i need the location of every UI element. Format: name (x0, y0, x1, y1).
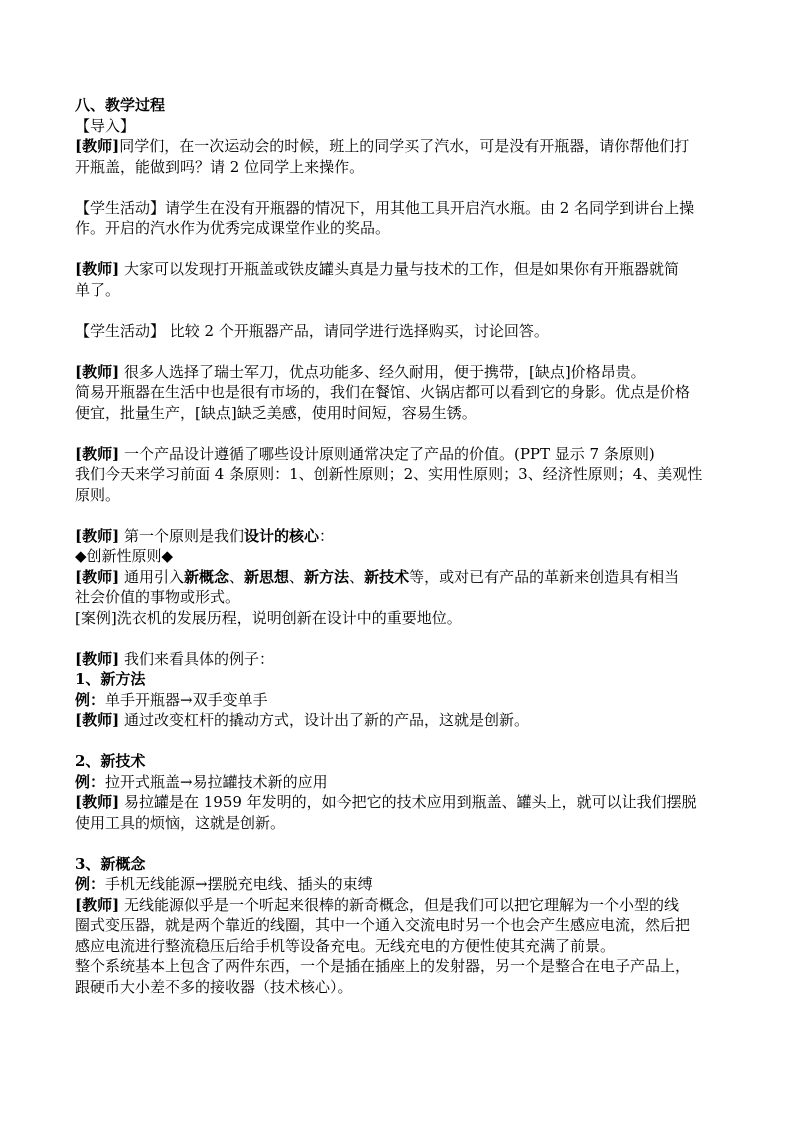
paragraph-text: 跟硬币大小差不多的接收器（技术核心）。 (75, 977, 353, 996)
paragraph-text: 通用引入 (119, 567, 184, 586)
example-text: 单手开瓶器→双手变单手 (105, 690, 268, 709)
paragraph-text: 我们来看具体的例子： (119, 649, 274, 668)
teacher-label: [教师] (75, 444, 120, 463)
example-new-method (75, 669, 725, 731)
emphasis-text: 设计的核心 (243, 526, 319, 545)
example-text: 拉开式瓶盖→易拉罐技术新的应用 (105, 772, 328, 791)
student-activity-label: 【学生活动】 (75, 198, 166, 217)
paragraph-text: 通过改变杠杆的撬动方式，设计出了新的产品，这就是创新。 (119, 711, 529, 729)
paragraph-text: 一个产品设计遵循了哪些设计原则通常决定了产品的价值。(PPT 显示 7 条原则) (119, 444, 655, 463)
paragraph-text: 同学们，在一次运动会的时候，班上的同学买了汽水，可是没有开瓶器，请你帮他们打 (119, 137, 690, 155)
teacher-label: [教师] (75, 793, 120, 811)
paragraph-text: 很多人选择了瑞士军刀，优点功能多、经久耐用，便于携带，[缺点]价格昂贵。 (119, 362, 646, 381)
example-label: 例： (75, 690, 106, 709)
paragraph-text: 我们今天来学习前面 4 条原则：1、创新性原则；2、实用性原则；3、经济性原则；4、美观性 (75, 465, 703, 483)
paragraph-text: 第一个原则是我们 (119, 526, 244, 545)
example-title: 3、新概念 (75, 854, 146, 873)
paragraph-text: 等，或对已有产品的革新来创造具有相当 (409, 567, 680, 586)
paragraph-teacher-examples (75, 649, 725, 670)
example-new-technology (75, 751, 725, 833)
paragraph-teacher-2 (75, 259, 725, 300)
paragraph-text: 整个系统基本上包含了两件东西，一个是插在插座上的发射器，另一个是整合在电子产品上， (75, 957, 691, 975)
example-text: 手机无线能源→摆脱充电线、插头的束缚 (105, 875, 373, 893)
example-title: 2、新技术 (75, 752, 146, 770)
principle-heading: ◆创新性原则◆ (75, 547, 174, 565)
teacher-label: [教师] (75, 362, 120, 381)
paragraph-text: 原则。 (75, 485, 121, 504)
paragraph-text: 圈式变压器，就是两个靠近的线圈，其中一个通入交流电时另一个也会产生感应电流，然后把 (75, 916, 691, 934)
document-body (75, 95, 725, 997)
teacher-label: [教师] (75, 260, 120, 278)
paragraph-student-activity-2 (75, 321, 725, 342)
paragraph-text: 简易开瓶器在生活中也是很有市场的，我们在餐馆、火锅店都可以看到它的身影。优点是价格 (75, 383, 691, 401)
paragraph-text: ： (319, 526, 335, 545)
paragraph-text: 开瓶盖，能做到吗？请 2 位同学上来操作。 (75, 157, 365, 176)
keyword: 新技术 (364, 567, 410, 586)
paragraph-text: 比较 2 个开瓶器产品，请同学进行选择购买，讨论回答。 (165, 321, 549, 340)
paragraph-teacher-3 (75, 362, 725, 424)
teacher-label: [教师] (75, 567, 120, 586)
student-activity-label: 【学生活动】 (75, 321, 166, 340)
example-label: 例： (75, 875, 106, 893)
paragraph-text: 大家可以发现打开瓶盖或铁皮罐头真是力量与技术的工作，但是如果你有开瓶器就简 (119, 260, 679, 278)
paragraph-teacher-4 (75, 444, 725, 506)
paragraph-text: 无线能源似乎是一个听起来很棒的新奇概念，但是我们可以把它理解为一个小型的线 (119, 895, 679, 914)
teacher-label: [教师] (75, 895, 120, 914)
paragraph-student-activity-1 (75, 198, 725, 239)
separator: 、 (289, 567, 305, 586)
keyword: 新概念 (183, 567, 229, 586)
teacher-label: [教师] (75, 526, 120, 545)
paragraph-text: 感应电流进行整流稳压后给手机等设备充电。无线充电的方便性使其充满了前景。 (75, 936, 616, 955)
paragraph-text: 使用工具的烦恼，这就是创新。 (75, 813, 286, 832)
paragraph-text: 易拉罐是在 1959 年发明的，如今把它的技术应用到瓶盖、罐头上，就可以让我们摆脱 (119, 793, 697, 811)
teacher-label: [教师] (75, 137, 120, 155)
intro-tag: 【导入】 (75, 116, 136, 135)
teacher-label: [教师] (75, 649, 120, 668)
paragraph-text: 请学生在没有开瓶器的情况下，用其他工具开启汽水瓶。由 2 名同学到讲台上操 (165, 198, 695, 217)
section-heading: 八、教学过程 (75, 96, 166, 114)
separator: 、 (229, 567, 245, 586)
paragraph-teacher-intro (75, 136, 725, 177)
separator: 、 (349, 567, 365, 586)
keyword: 新思想 (244, 567, 290, 586)
example-new-concept (75, 854, 725, 998)
example-title: 1、新方法 (75, 670, 146, 688)
teacher-label: [教师] (75, 711, 120, 729)
paragraph-innovation-principle (75, 526, 725, 629)
paragraph-text: 作。开启的汽水作为优秀完成课堂作业的奖品。 (75, 219, 391, 237)
example-label: 例： (75, 772, 106, 791)
paragraph-text: 社会价值的事物或形式。 (75, 588, 241, 606)
paragraph-text: 便宜，批量生产，[缺点]缺乏美感，使用时间短，容易生锈。 (75, 403, 477, 422)
keyword: 新方法 (304, 567, 350, 586)
paragraph-text: [案例]洗衣机的发展历程，说明创新在设计中的重要地位。 (75, 608, 462, 627)
paragraph-text: 单了。 (75, 280, 121, 299)
